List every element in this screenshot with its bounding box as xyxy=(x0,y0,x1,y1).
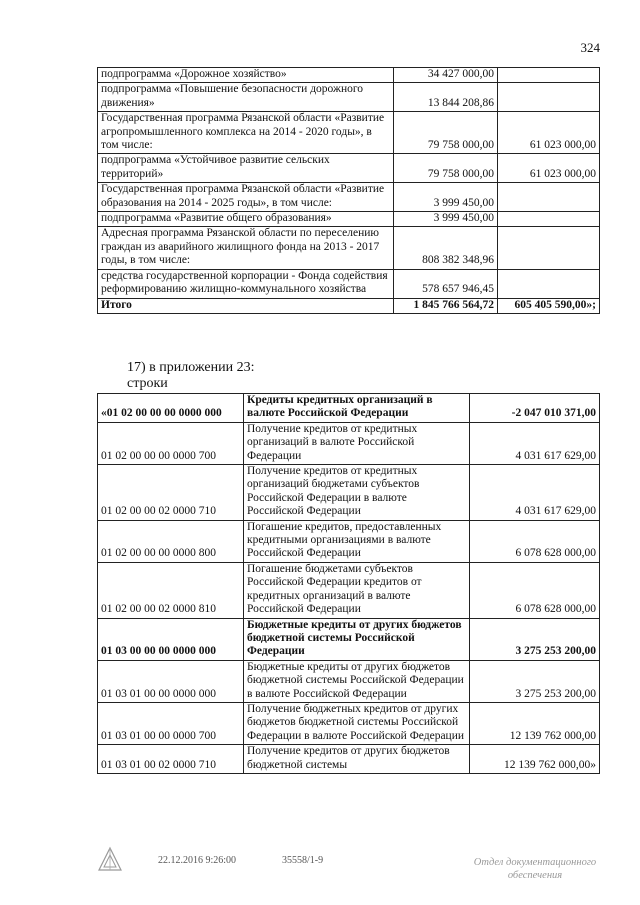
table-row xyxy=(98,465,600,521)
total-value: 1 845 766 564,72 xyxy=(394,298,498,313)
row-name: Погашение кредитов, предоставленных кредитными организациями в валюте Российской Федерации xyxy=(244,520,470,562)
table-row xyxy=(98,154,600,183)
sources-table-body xyxy=(98,394,600,774)
row-name: Получение кредитов от кредитных организаций бюджетами субъектов Российской Федерации в валюте Российской Федерации xyxy=(244,465,470,521)
footer-date: 22.12.2016 9:26:00 xyxy=(158,855,237,866)
amendment-subheading: строки xyxy=(127,376,168,391)
row-code: 01 03 01 00 00 0000 000 xyxy=(98,660,244,702)
row-code: 01 02 00 00 02 0000 810 xyxy=(98,562,244,618)
row-code: 01 02 00 00 00 0000 700 xyxy=(98,422,244,464)
row-label: подпрограмма «Повышение безопасности дорожного движения» xyxy=(98,83,394,112)
row-code: «01 02 00 00 00 0000 000 xyxy=(98,394,244,423)
table-row xyxy=(98,660,600,702)
row-amount: 6 078 628 000,00 xyxy=(470,562,600,618)
row-amount: 4 031 617 629,00 xyxy=(470,465,600,521)
row-amount: -2 047 010 371,00 xyxy=(470,394,600,423)
table-row xyxy=(98,394,600,423)
table-row xyxy=(98,618,600,660)
table-row xyxy=(98,562,600,618)
row-name: Получение кредитов от кредитных организаций в валюте Российской Федерации xyxy=(244,422,470,464)
row-label: подпрограмма «Развитие общего образования» xyxy=(98,212,394,227)
row-amount: 3 275 253 200,00 xyxy=(470,618,600,660)
row-value: 3 999 450,00 xyxy=(394,183,498,212)
row-label: Государственная программа Рязанской области «Развитие образования на 2014 - 2025 годы», в том числе: xyxy=(98,183,394,212)
row-value: 34 427 000,00 xyxy=(394,68,498,83)
row-value-2 xyxy=(498,183,600,212)
row-code: 01 03 01 00 00 0000 700 xyxy=(98,702,244,744)
table-row xyxy=(98,227,600,269)
row-value: 79 758 000,00 xyxy=(394,154,498,183)
sources-table xyxy=(97,393,600,774)
row-name: Получение бюджетных кредитов от других бюджетов бюджетной системы Российской Федерации в валюте Российской Федерации xyxy=(244,702,470,744)
logo-icon xyxy=(97,846,123,872)
row-label: Адресная программа Рязанской области по переселению граждан из аварийного жилищного фонда на 2013 - 2017 годы, в том числе: xyxy=(98,227,394,269)
footer-doc-id: 35558/1-9 xyxy=(282,855,324,866)
row-label: средства государственной корпорации - Фонда содействия реформированию жилищно-коммунального хозяйства xyxy=(98,269,394,298)
row-value: 79 758 000,00 xyxy=(394,112,498,154)
row-value-2 xyxy=(498,68,600,83)
row-value: 578 657 946,45 xyxy=(394,269,498,298)
row-value-2: 61 023 000,00 xyxy=(498,112,600,154)
stamp-line-2: обеспечения xyxy=(507,870,563,881)
row-name: Кредиты кредитных организаций в валюте Российской Федерации xyxy=(244,394,470,423)
table-row xyxy=(98,745,600,774)
total-value-2: 605 405 590,00»; xyxy=(498,298,600,313)
row-value-2 xyxy=(498,227,600,269)
row-name: Бюджетные кредиты от других бюджетов бюджетной системы Российской Федерации в валюте Российской Федерации xyxy=(244,660,470,702)
row-label: Государственная программа Рязанской области «Развитие агропромышленного комплекса на 2014 - 2020 годы», в том числе: xyxy=(98,112,394,154)
row-code: 01 03 01 00 02 0000 710 xyxy=(98,745,244,774)
page-number: 324 xyxy=(580,40,600,55)
row-code: 01 03 00 00 00 0000 000 xyxy=(98,618,244,660)
row-name: Получение кредитов от других бюджетов бюджетной системы xyxy=(244,745,470,774)
stamp-line-1: Отдел документационного xyxy=(473,857,597,868)
row-value: 808 382 348,96 xyxy=(394,227,498,269)
table-row xyxy=(98,112,600,154)
amendment-heading: 17) в приложении 23: xyxy=(127,360,255,375)
table-row xyxy=(98,422,600,464)
table-row xyxy=(98,183,600,212)
row-value: 13 844 208,86 xyxy=(394,83,498,112)
total-label: Итого xyxy=(98,298,394,313)
row-value-2 xyxy=(498,83,600,112)
row-code: 01 02 00 00 02 0000 710 xyxy=(98,465,244,521)
row-value-2 xyxy=(498,269,600,298)
row-amount: 3 275 253 200,00 xyxy=(470,660,600,702)
row-label: подпрограмма «Устойчивое развитие сельских территорий» xyxy=(98,154,394,183)
row-amount: 12 139 762 000,00 xyxy=(470,702,600,744)
row-value: 3 999 450,00 xyxy=(394,212,498,227)
table-row xyxy=(98,68,600,83)
row-code: 01 02 00 00 00 0000 800 xyxy=(98,520,244,562)
table-row xyxy=(98,520,600,562)
funding-table xyxy=(97,67,600,314)
row-amount: 6 078 628 000,00 xyxy=(470,520,600,562)
table-row xyxy=(98,702,600,744)
row-value-2 xyxy=(498,212,600,227)
row-label: подпрограмма «Дорожное хозяйство» xyxy=(98,68,394,83)
table-row xyxy=(98,269,600,298)
row-name: Погашение бюджетами субъектов Российской Федерации кредитов от кредитных организаций в валюте Российской Федерации xyxy=(244,562,470,618)
row-name: Бюджетные кредиты от других бюджетов бюджетной системы Российской Федерации xyxy=(244,618,470,660)
funding-table-body xyxy=(98,68,600,314)
row-amount: 12 139 762 000,00» xyxy=(470,745,600,774)
total-row xyxy=(98,298,600,313)
row-amount: 4 031 617 629,00 xyxy=(470,422,600,464)
row-value-2: 61 023 000,00 xyxy=(498,154,600,183)
table-row xyxy=(98,83,600,112)
department-stamp xyxy=(455,856,615,882)
table-row xyxy=(98,212,600,227)
